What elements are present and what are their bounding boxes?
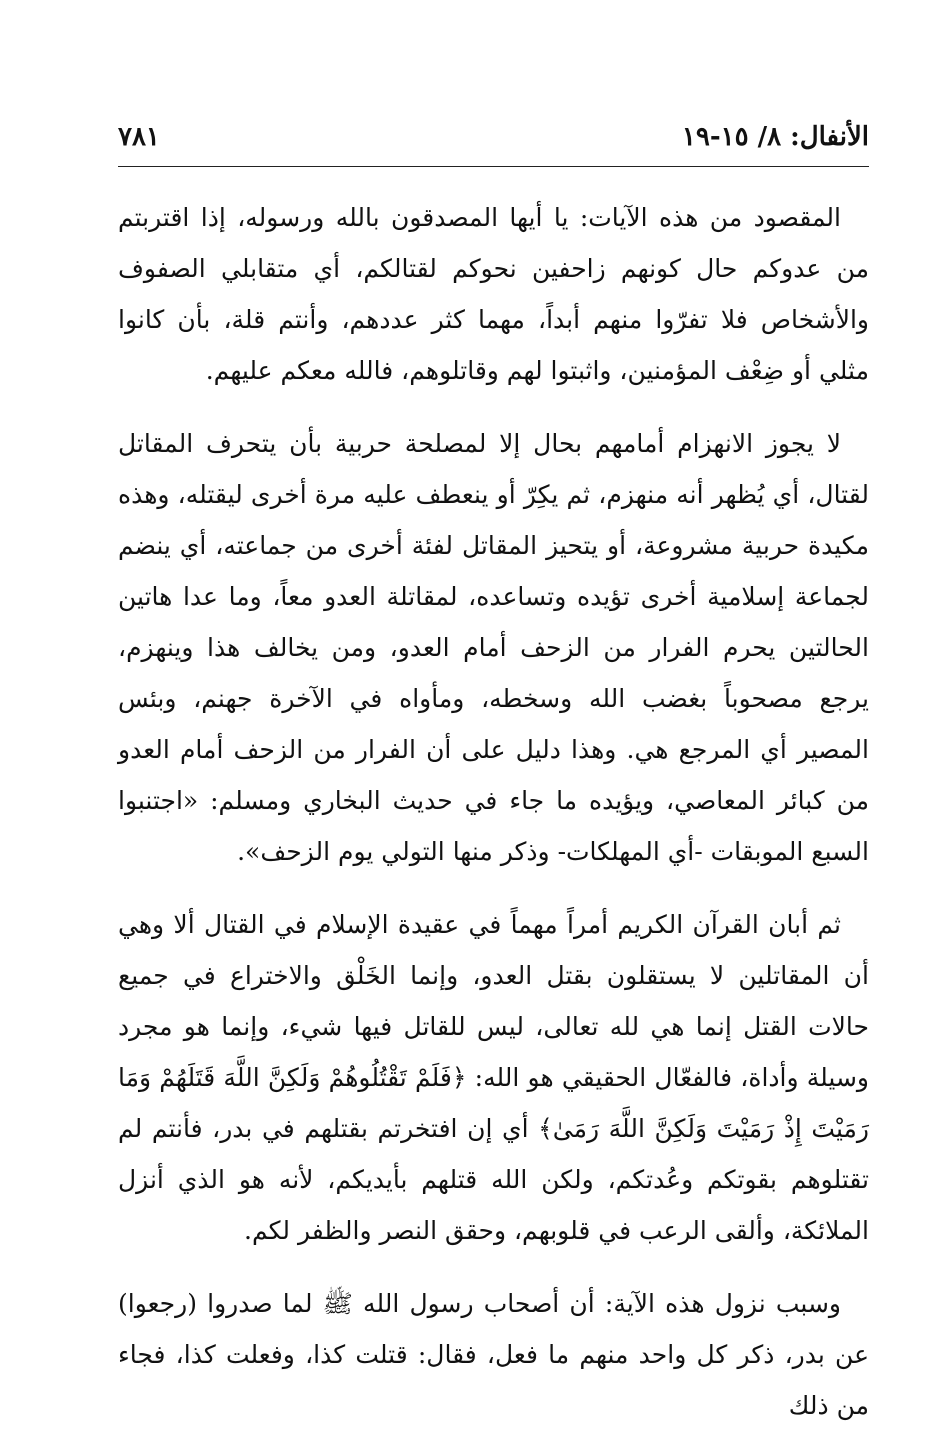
paragraph-4: وسبب نزول هذه الآية: أن أصحاب رسول الله ﷺ لما صدروا (رجعوا) عن بدر، ذكر كل واحد منهم ما فعل، فقال: قتلت كذا، وفعلت كذا، فجاء من ذلك	[118, 1289, 869, 1420]
paragraph-3: ثم أبان القرآن الكريم أمراً مهماً في عقيدة الإسلام في القتال ألا وهي أن المقاتلين لا يستقلون بقتل العدو، وإنما الخَلْق والاختراع في جميع حالات القتل إنما هي لله تعالى، ليس للقاتل فيها شيء، وإنما هو مجرد وسيلة وأداة، فالفعّال الحقيقي هو الله: ﴿فَلَمْ تَقْتُلُوهُمْ وَلَكِنَّ اللَّهَ قَتَلَهُمْ وَمَا رَمَيْتَ إِذْ رَمَيْتَ وَلَكِنَّ اللَّهَ رَمَىٰ﴾ أي إن افتخرتم بقتلهم في بدر، فأنتم لم تقتلوهم بقوتكم وعُدتكم، ولكن الله قتلهم بأيديكم، لأنه هو الذي أنزل الملائكة، وألقى الرعب في قلوبهم، وحقق النصر والظفر لكم.	[118, 910, 869, 1245]
page-header	[118, 118, 869, 167]
paragraph-2: لا يجوز الانهزام أمامهم بحال إلا لمصلحة حربية بأن يتحرف المقاتل لقتال، أي يُظهر أنه منهزم، ثم يكِرّ أو ينعطف عليه مرة أخرى ليقتله، وهذه مكيدة حربية مشروعة، أو يتحيز المقاتل لفئة أخرى من جماعته، أي ينضم لجماعة إسلامية أخرى تؤيده وتساعده، لمقاتلة العدو معاً، وما عدا هاتين الحالتين يحرم الفرار من الزحف أمام العدو، ومن يخالف هذا وينهزم، يرجع مصحوباً بغضب الله وسخطه، ومأواه في الآخرة جهنم، وبئس المصير أي المرجع هي. وهذا دليل على أن الفرار من الزحف أمام العدو من كبائر المعاصي، ويؤيده ما جاء في حديث البخاري ومسلم: «اجتنبوا السبع الموبقات -أي المهلكات- وذكر منها التولي يوم الزحف».	[118, 429, 869, 866]
page-number: ٧٨١	[118, 122, 160, 152]
paragraph-1: المقصود من هذه الآيات: يا أيها المصدقون بالله ورسوله، إذا اقتربتم من عدوكم حال كونهم زاحفين نحوكم لقتالكم، أي متقابلي الصفوف والأشخاص فلا تفرّوا منهم أبداً، مهما كثر عددهم، وأنتم قلة، بأن كانوا مثلي أو ضِعْف المؤمنين، واثبتوا لهم وقاتلوهم، فالله معكم عليهم.	[118, 203, 869, 385]
running-title: الأنفال: ٨/ ١٥-١٩	[681, 122, 869, 152]
page-body	[118, 192, 869, 1453]
